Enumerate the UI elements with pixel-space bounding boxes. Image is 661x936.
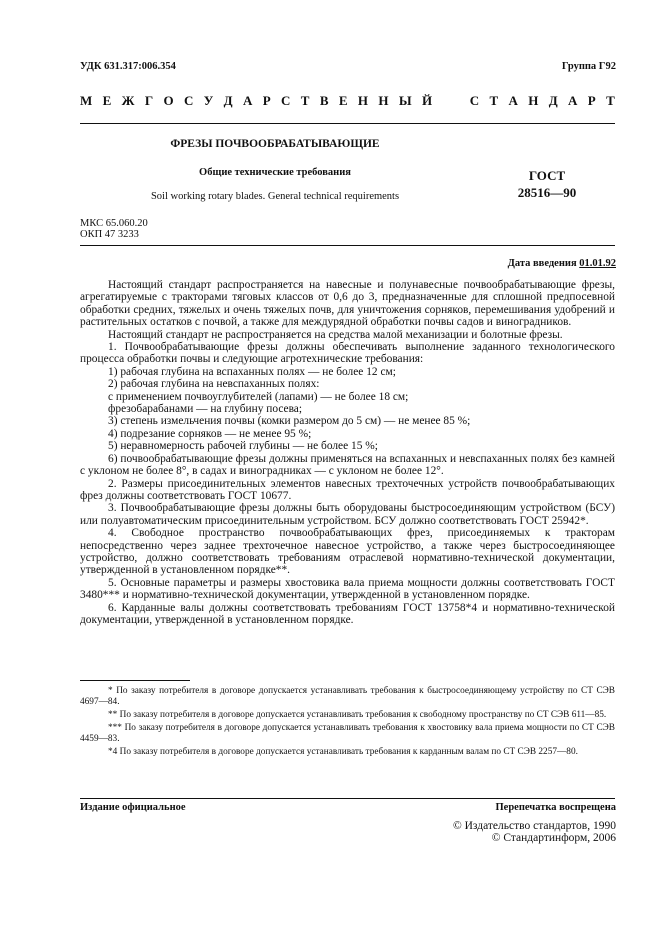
footnote-divider (80, 680, 190, 681)
banner-letter: Т (300, 93, 310, 108)
body-paragraph: 3) степень измельчения почвы (комки размером до 5 см) — не менее 85 %; (108, 415, 471, 428)
codes-divider (80, 245, 615, 246)
footer-divider (80, 798, 615, 799)
copyright (453, 820, 616, 844)
banner-letter: С (184, 93, 194, 108)
footnote: * По заказу потребителя в договоре допускается устанавливать требования к быстросоединяющему устройству по СТ СЭВ 4697—84. (80, 686, 615, 707)
body-paragraph: с применением почвоуглубителей (лапами) — не более 18 см; (108, 390, 409, 403)
document-title: ФРЕЗЫ ПОЧВООБРАБАТЫВАЮЩИЕ (170, 138, 380, 150)
banner-letter: Д (223, 93, 233, 108)
group-code: Группа Г92 (561, 61, 616, 72)
body-paragraph: 4) подрезание сорняков — не менее 95 %; (108, 427, 312, 440)
banner-letter: Д (548, 93, 558, 108)
banner-letter: Ы (398, 93, 412, 108)
body-paragraph: 1. Почвообрабатывающие фрезы должны обеспечивать выполнение заданного технологического процесса обработки почвы и следующие агротехнические требования: (80, 341, 615, 366)
document-body (80, 279, 615, 626)
body-paragraph: 4. Свободное пространство почвообрабатывающих фрез, присоединяемых к тракторам непосредственно через заднее трехточечное навесное устройство, а также через быстросоединяющее устройство, должно соответствовать требованиям отраслевой нормативно-технической документации, утвержденной в установленном порядке**. (80, 527, 615, 577)
banner-letter: Й (421, 93, 433, 108)
copyright-line-1: © Издательство стандартов, 1990 (452, 820, 616, 832)
banner-letter: Р (262, 93, 271, 108)
banner-letter: Е (102, 93, 112, 108)
footnotes (80, 686, 615, 760)
body-paragraph: Настоящий стандарт распространяется на навесные и полунавесные почвообрабатывающие фрезы, агрегатируемые с тракторами тяговых классов от 0,6 до 3, предназначенные для сплошной предпосевной обработки средних, тяжелых и очень тяжелых почв, для уничтожения сорняков, перемешивания удобрений и растительных остатков с почвой, а также для междурядной обработки почвы садов и виноградников. (80, 279, 615, 329)
banner-letter: В (319, 93, 329, 108)
effective-date (508, 258, 616, 269)
banner-letter: А (242, 93, 253, 108)
gost-code: 28516—90 (517, 185, 577, 200)
english-title: Soil working rotary blades. General technical requirements (150, 191, 400, 202)
body-paragraph: 2) рабочая глубина на невспаханных полях: (108, 378, 320, 391)
banner-letter: Р (587, 93, 596, 108)
footnote: ** По заказу потребителя в договоре допускается устанавливать требования к свободному пространству по СТ СЭВ 611—85. (108, 710, 607, 720)
banner-letter: А (508, 93, 518, 108)
gost-number (497, 167, 597, 201)
banner-letter: М (80, 93, 93, 108)
copyright-line-2: © Стандартинформ, 2006 (491, 832, 616, 844)
document-subtitle: Общие технические требования (199, 167, 351, 178)
footnote: *4 По заказу потребителя в договоре допускается устанавливать требования к карданным валам по СТ СЭВ 2257—80. (108, 747, 578, 757)
banner-letter: Т (606, 93, 615, 108)
banner-letter (456, 93, 459, 109)
banner-letter: Н (378, 93, 389, 108)
mks-code: МКС 65.060.20 (80, 218, 148, 229)
header-divider (80, 123, 615, 124)
banner-letter: А (568, 93, 578, 108)
official-edition: Издание официальное (80, 802, 186, 813)
banner-letter: У (203, 93, 214, 108)
body-paragraph: Настоящий стандарт не распространяется на средства малой механизации и болотные фрезы. (108, 328, 563, 341)
banner-letter: Ж (121, 93, 135, 108)
effective-date-label: Дата введения (507, 258, 580, 269)
banner-letter: С (281, 93, 291, 108)
body-paragraph: 1) рабочая глубина на вспаханных полях — не более 12 см; (108, 365, 396, 378)
body-paragraph: 3. Почвообрабатывающие фрезы должны быть оборудованы быстросоединяющим устройством (БСУ) или полуавтоматическим присоединительным устройством. БСУ должно соответствовать ГОСТ 25942*. (80, 502, 615, 527)
footnote: *** По заказу потребителя в договоре допускается устанавливать требования к хвостовику вала приема мощности по СТ СЭВ 4459—83. (80, 723, 615, 744)
interstate-standard-banner (80, 93, 615, 109)
body-paragraph: 5) неравномерность рабочей глубины — не более 15 %; (108, 440, 378, 453)
body-paragraph: 6) почвообрабатывающие фрезы должны применяться на вспаханных и невспаханных полях без камней с уклоном не более 8°, в садах и виноградниках — с уклоном не более 12°. (80, 452, 615, 478)
banner-letter: Т (489, 93, 499, 108)
banner-letter (442, 93, 445, 109)
body-paragraph: фрезобарабанами — на глубину посева; (108, 403, 303, 416)
body-paragraph: 6. Карданные валы должны соответствовать требованиям ГОСТ 13758*4 и нормативно-технической документации, утвержденной в установленном порядке. (80, 601, 615, 626)
reprint-notice: Перепечатка воспрещена (495, 802, 616, 813)
banner-letter: С (469, 93, 480, 108)
banner-letter: Н (357, 93, 369, 108)
udk-code: УДК 631.317:006.354 (80, 61, 176, 72)
classification-codes (80, 218, 148, 240)
okp-code: ОКП 47 3233 (80, 229, 139, 240)
effective-date-value: 01.01.92 (579, 258, 616, 269)
banner-letter: Г (144, 93, 154, 108)
banner-letter: Е (338, 93, 348, 108)
banner-letter: О (163, 93, 174, 108)
banner-letter: Н (528, 93, 539, 108)
body-paragraph: 2. Размеры присоединительных элементов навесных трехточечных устройств почвообрабатывающих фрез должны соответствовать ГОСТ 10677. (80, 477, 615, 502)
gost-label: ГОСТ (528, 168, 566, 183)
body-paragraph: 5. Основные параметры и размеры хвостовика вала приема мощности должны соответствовать ГОСТ 3480*** и нормативно-технической документации, утвержденной в установленном порядке. (80, 576, 615, 602)
